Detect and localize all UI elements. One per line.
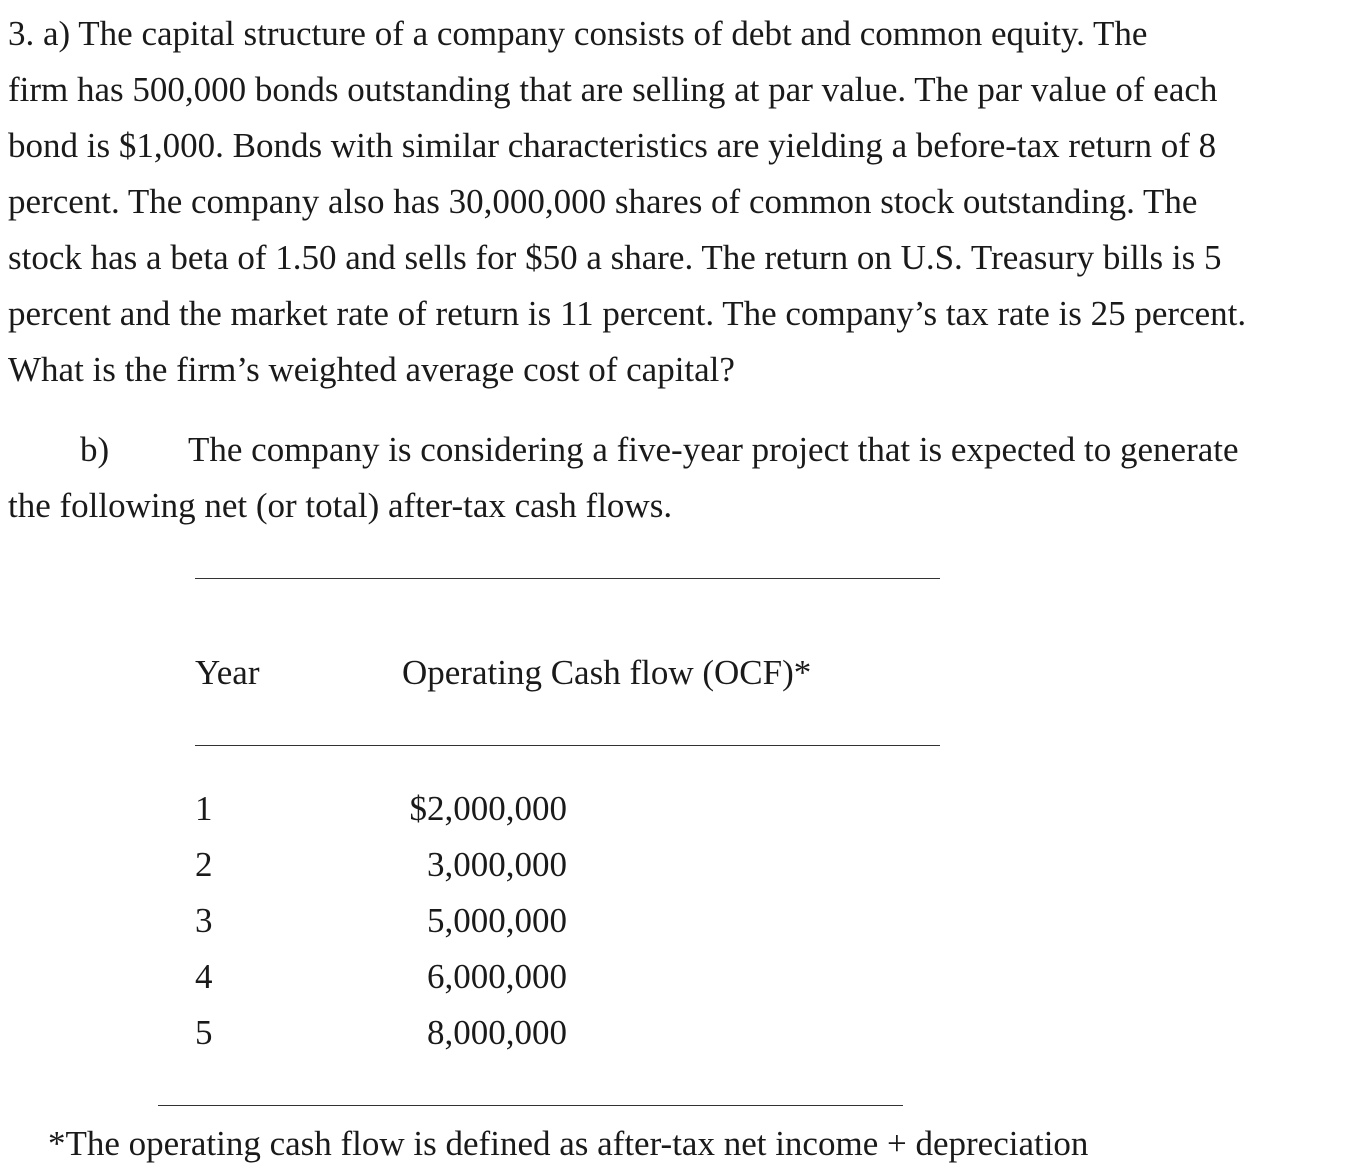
row-ocf: 5,000,000 — [427, 901, 567, 940]
part-a-line-6: percent and the market rate of return is 11 percent. The company’s tax rate is 25 percent. — [8, 294, 1247, 333]
part-a-line-4: percent. The company also has 30,000,000 shares of common stock outstanding. The — [8, 182, 1198, 221]
table-bottom-rule — [158, 1105, 903, 1106]
row-ocf: 3,000,000 — [427, 845, 567, 884]
row-year: 2 — [195, 845, 213, 884]
row-year: 5 — [195, 1013, 213, 1052]
row-ocf: $2,000,000 — [409, 789, 567, 828]
header-ocf: Operating Cash flow (OCF)* — [402, 653, 812, 692]
part-b-label: b) — [80, 430, 110, 469]
table-header-rule — [195, 745, 940, 746]
part-a-line-5: stock has a beta of 1.50 and sells for $50 a share. The return on U.S. Treasury bills is 5 — [8, 238, 1222, 277]
row-year: 3 — [195, 901, 213, 940]
row-year: 1 — [195, 789, 213, 828]
part-a-line-3: bond is $1,000. Bonds with similar characteristics are yielding a before-tax return of 8 — [8, 126, 1217, 165]
row-ocf: 8,000,000 — [427, 1013, 567, 1052]
row-year: 4 — [195, 957, 213, 996]
table-top-rule — [195, 578, 940, 579]
footnote: *The operating cash flow is defined as after-tax net income + depreciation — [48, 1124, 1089, 1163]
part-b-line-1: The company is considering a five-year project that is expected to generate — [188, 430, 1239, 469]
row-ocf: 6,000,000 — [427, 957, 567, 996]
part-a-line-1: 3. a) The capital structure of a company consists of debt and common equity. The — [8, 14, 1148, 53]
part-a-line-2: firm has 500,000 bonds outstanding that are selling at par value. The par value of each — [8, 70, 1218, 109]
part-b-line-2: the following net (or total) after-tax cash flows. — [8, 486, 673, 525]
part-a-line-7: What is the firm’s weighted average cost of capital? — [8, 350, 735, 389]
header-year: Year — [195, 653, 260, 692]
